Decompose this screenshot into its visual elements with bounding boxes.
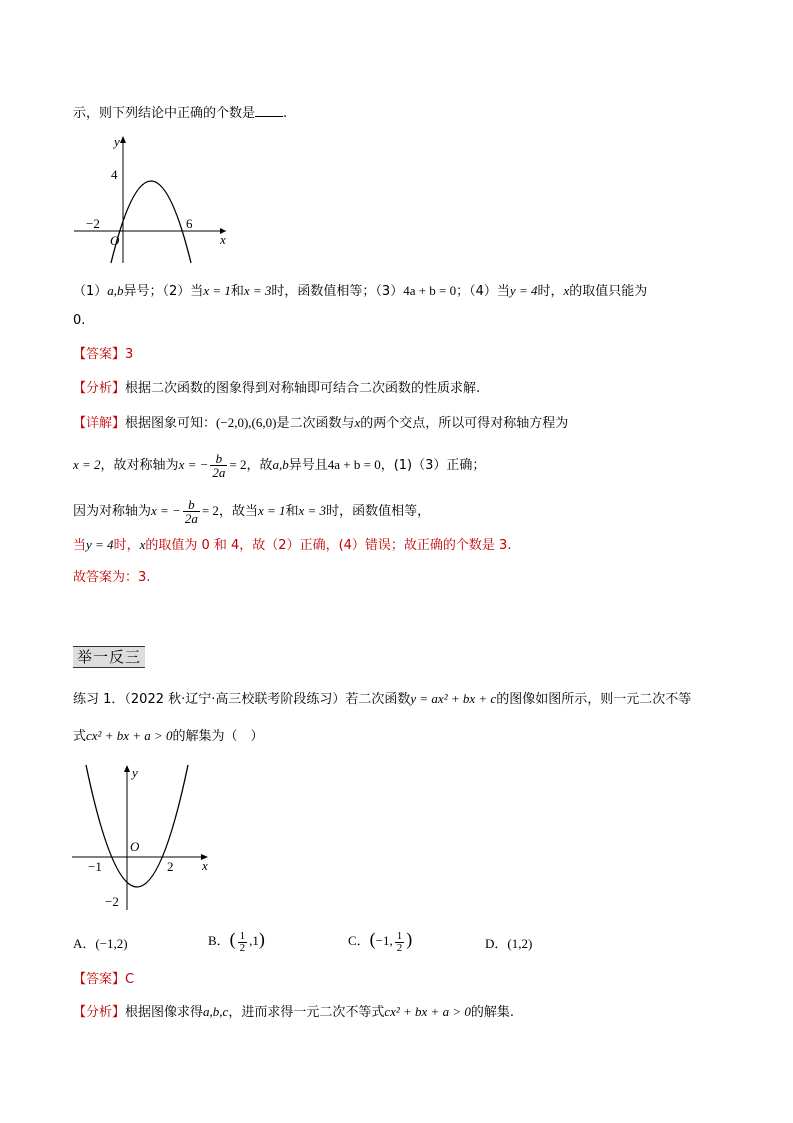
statements-line: （1）a,b异号；（2）当x = 1和x = 3时，函数值相等；（3）4a + b = 0；（4）当y = 4时，x的取值只能为 [73, 283, 648, 299]
label-neg1: −1 [88, 859, 102, 874]
exercise-1-line-1: 练习 1．（2022 秋·辽宁·高三校联考阶段练习）若二次函数y = ax² + bx + c的图像如图所示，则一元二次不等 [73, 691, 692, 707]
fraction: $\frac{b}{2a}$ [212, 451, 226, 480]
origin-label: O [130, 839, 140, 854]
detail-line-2: x = 2，故对称轴为x = − $\frac{b}{2a}$ = 2，故a,b异号且4a + b = 0，(1)（3）正确； [73, 451, 486, 480]
detail-line-4: 当y = 4时，x的取值为 0 和 4，故（2）正确，(4）错误；故正确的个数是 3. [73, 537, 512, 553]
statements-line-2: 0. [73, 313, 86, 328]
question-intro: 示，则下列结论中正确的个数是 . [73, 106, 288, 121]
y-axis-arrow [120, 136, 126, 143]
label-2: 2 [167, 859, 174, 874]
fraction: $\frac{b}{2a}$ [184, 497, 198, 526]
label-6: 6 [186, 216, 193, 231]
analysis-1: 【分析】根据二次函数的图象得到对称轴即可结合二次函数的性质求解. [73, 381, 481, 396]
answer-1: 【答案】3 [73, 347, 134, 362]
detail-line-5: 故答案为：3. [73, 570, 151, 585]
choice-b[interactable]: B．( $\frac{1}{2}$ ,1) [208, 929, 265, 954]
label-neg2: −2 [86, 216, 100, 231]
exercise-1-line-2: 式cx² + bx + a > 0的解集为（ ） [73, 728, 264, 744]
origin-label: O [110, 233, 120, 248]
detail-line-1: 【详解】根据图象可知：(−2,0),(6,0)是二次函数与x的两个交点，所以可得对称轴方程为 [73, 415, 569, 431]
y-label: y [114, 134, 120, 149]
choice-c[interactable]: C．(−1, $\frac{1}{2}$ ) [348, 929, 413, 954]
y-label: y [132, 765, 138, 780]
x-label: x [202, 858, 208, 873]
y-axis-arrow [124, 765, 130, 772]
choice-d[interactable]: D．(1,2) [485, 936, 533, 951]
detail-line-3: 因为对称轴为x = − $\frac{b}{2a}$ = 2，故当x = 1和x = 3时，函数值相等， [73, 497, 431, 526]
label-neg2: −2 [105, 894, 119, 909]
analysis-2: 【分析】根据图像求得a,b,c，进而求得一元二次不等式cx² + bx + a > 0的解集. [73, 1004, 514, 1020]
choice-a[interactable]: A．(−1,2) [73, 936, 128, 951]
label-4: 4 [111, 167, 118, 182]
fraction: $\frac{1}{2}$ [396, 929, 403, 954]
section-tag: 举一反三 [73, 646, 145, 668]
fraction: $\frac{1}{2}$ [239, 929, 246, 954]
x-label: x [220, 232, 226, 247]
answer-2: 【答案】C [73, 972, 135, 987]
parabola-graph-1 [70, 132, 240, 267]
answer-blank [255, 104, 283, 117]
parabola-graph-2 [68, 760, 218, 915]
